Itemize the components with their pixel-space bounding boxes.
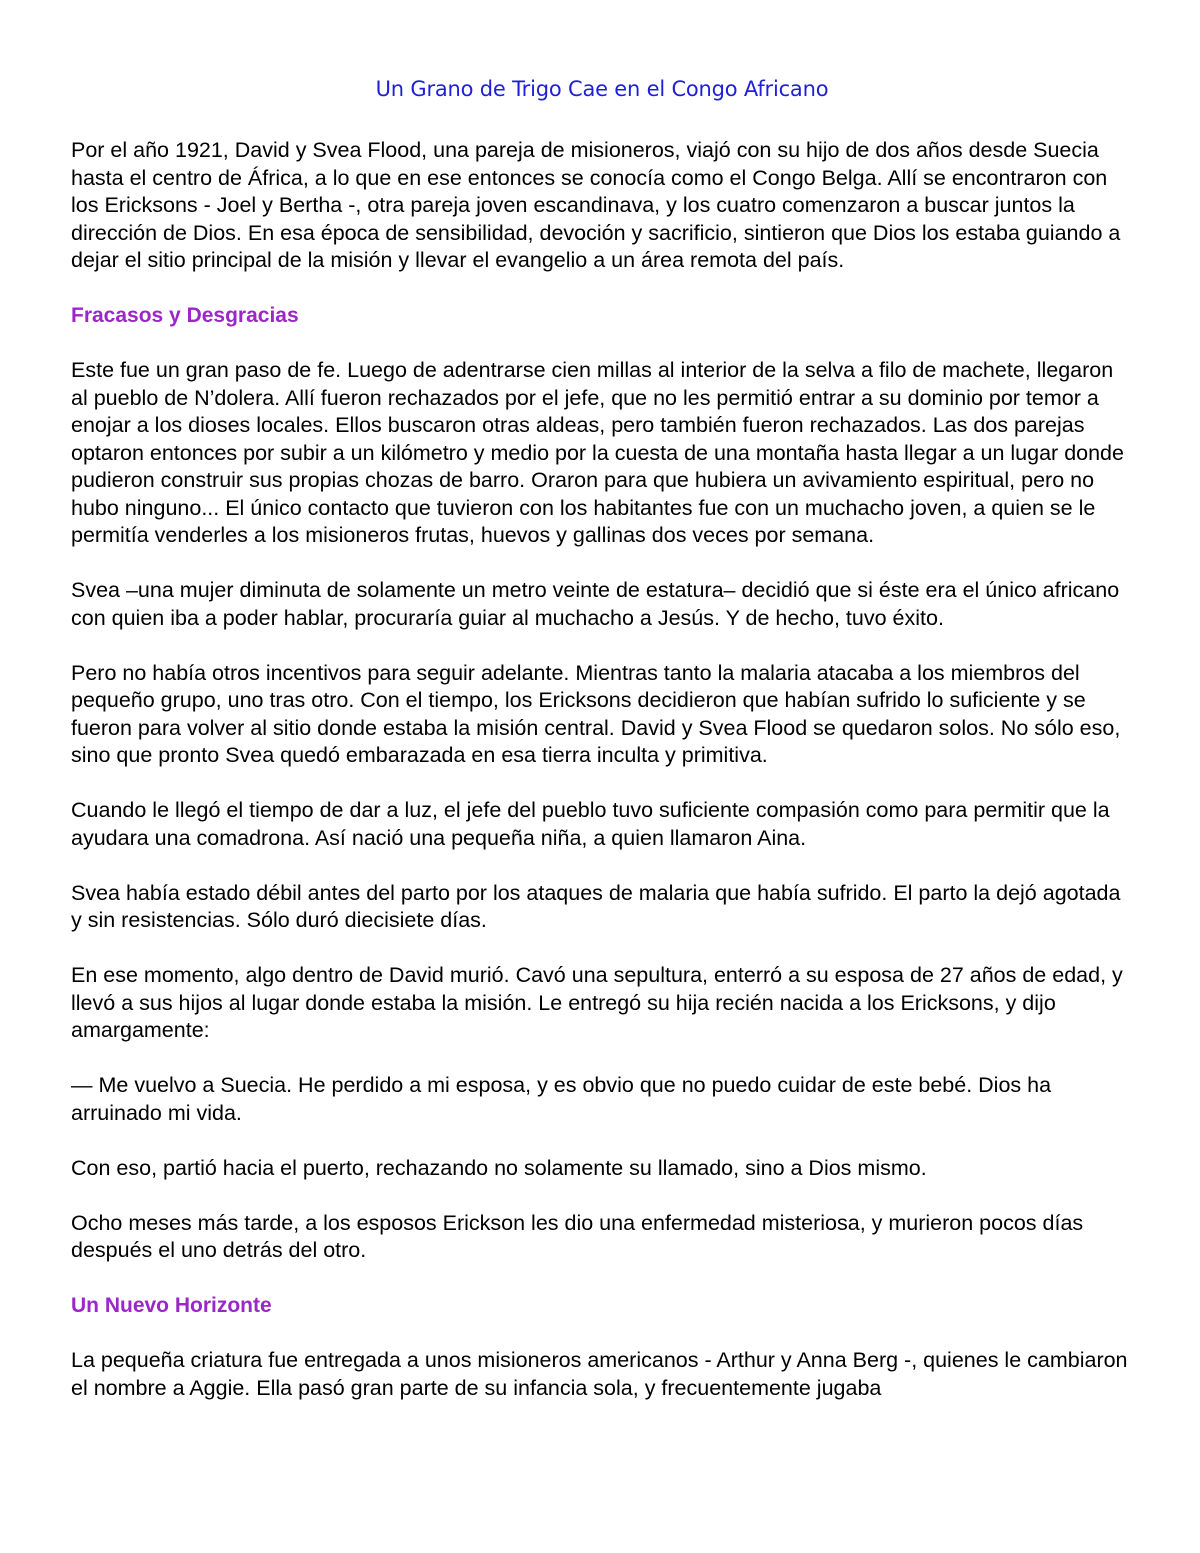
paragraph: Svea había estado débil antes del parto por los ataques de malaria que había sufrido. El parto la dejó agotada y sin resistencias. Sólo duró diecisiete días. xyxy=(71,880,1121,932)
paragraph: Pero no había otros incentivos para seguir adelante. Mientras tanto la malaria atacaba a los miembros del pequeño grupo, uno tras otro. Con el tiempo, los Ericksons decidieron que habían sufrido lo suficiente y se fueron para volver al sitio donde estaba la misión central. David y Svea Flood se quedaron solos. No sólo eso, sino que pronto Svea quedó embarazada en esa tierra inculta y primitiva. xyxy=(71,660,1121,767)
paragraph: Cuando le llegó el tiempo de dar a luz, el jefe del pueblo tuvo suficiente compasión como para permitir que la ayudara una comadrona. Así nació una pequeña niña, a quien llamaron Aina. xyxy=(71,798,1110,850)
paragraph: En ese momento, algo dentro de David murió. Cavó una sepultura, enterró a su esposa de 27 años de edad, y llevó a sus hijos al lugar donde estaba la misión. Le entregó su hija recién nacida a los Ericksons, y dijo amargamente: xyxy=(71,963,1123,1042)
paragraph: La pequeña criatura fue entregada a unos misioneros americanos - Arthur y Anna Berg -, quienes le cambiaron el nombre a Aggie. Ella pasó gran parte de su infancia sola, y frecuentemente jugaba xyxy=(71,1348,1128,1400)
document-body xyxy=(71,74,1133,1430)
paragraph: Ocho meses más tarde, a los esposos Erickson les dio una enfermedad misteriosa, y murieron pocos días después el uno detrás del otro. xyxy=(71,1210,1084,1262)
section-heading-fracasos: Fracasos y Desgracias xyxy=(71,304,299,327)
section-heading-nuevo-horizonte: Un Nuevo Horizonte xyxy=(71,1294,272,1317)
paragraph: — Me vuelvo a Suecia. He perdido a mi esposa, y es obvio que no puedo cuidar de este bebé. Dios ha arruinado mi vida. xyxy=(71,1073,1052,1125)
paragraph-intro: Por el año 1921, David y Svea Flood, una pareja de misioneros, viajó con su hijo de dos años desde Suecia hasta el centro de África, a lo que en ese entonces se conocía como el Congo Belga. Allí se encontraron con los Ericksons - Joel y Bertha -, otra pareja joven escandinava, y los cuatro comenzaron a buscar juntos la dirección de Dios. En esa época de sensibilidad, devoción y sacrificio, sintieron que Dios los estaba guiando a dejar el sitio principal de la misión y llevar el evangelio a un área remota del país. xyxy=(71,138,1121,272)
paragraph: Con eso, partió hacia el puerto, rechazando no solamente su llamado, sino a Dios mismo. xyxy=(71,1155,927,1180)
paragraph: Svea –una mujer diminuta de solamente un metro veinte de estatura– decidió que si éste era el único africano con quien iba a poder hablar, procuraría guiar al muchacho a Jesús. Y de hecho, tuvo éxito. xyxy=(71,578,1120,630)
paragraph: Este fue un gran paso de fe. Luego de adentrarse cien millas al interior de la selva a filo de machete, llegaron al pueblo de N’dolera. Allí fueron rechazados por el jefe, que no les permitió entrar a su dominio por temor a enojar a los dioses locales. Ellos buscaron otras aldeas, pero también fueron rechazados. Las dos parejas optaron entonces por subir a un kilómetro y medio por la cuesta de una montaña hasta llegar a un lugar donde pudieron construir sus propias chozas de barro. Oraron para que hubiera un avivamiento espiritual, pero no hubo ninguno... El único contacto que tuvieron con los habitantes fue con un muchacho joven, a quien se le permitía venderles a los misioneros frutas, huevos y gallinas dos veces por semana. xyxy=(71,358,1124,547)
document-title: Un Grano de Trigo Cae en el Congo Africano xyxy=(375,77,829,101)
